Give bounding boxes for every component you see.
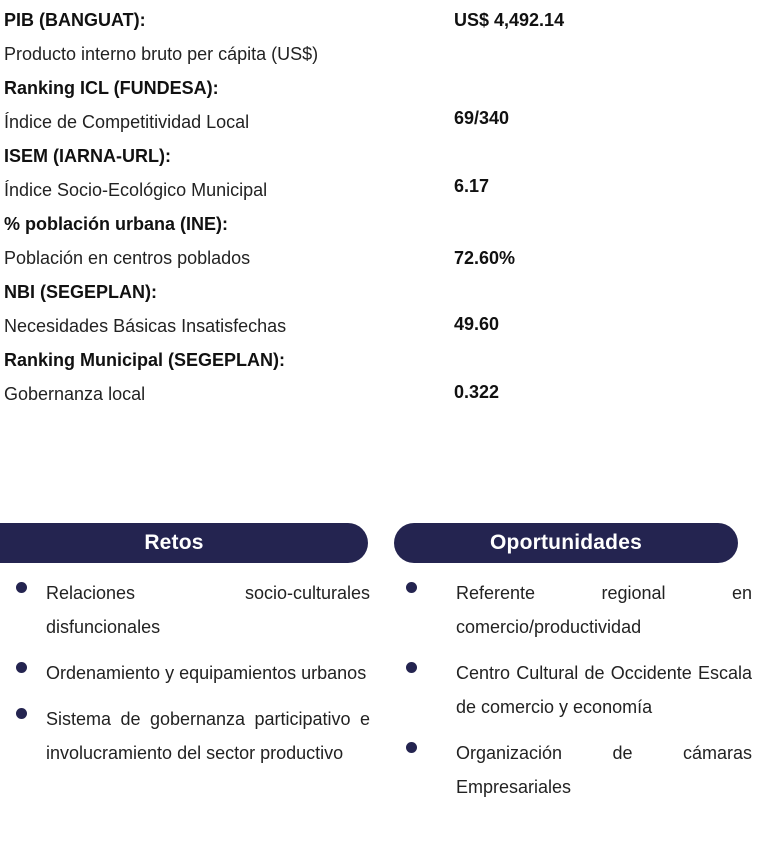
retos-list [14, 582, 370, 788]
list-item [400, 576, 752, 644]
bullet-dot-icon [16, 582, 27, 593]
list-item [14, 702, 370, 770]
oportunidades-item-text: Referente regional en comercio/productividad [456, 583, 752, 637]
indicator-description: Índice Socio-Ecológico Municipal [4, 180, 268, 200]
retos-heading [0, 523, 368, 563]
indicator-description: Índice de Competitividad Local [4, 112, 250, 132]
oportunidades-item-text: Organización de cámaras Empresariales [456, 743, 752, 797]
indicator-value: 69/340 [454, 108, 510, 128]
oportunidades-item-text: Centro Cultural de Occidente Escala de comercio y economía [456, 663, 752, 717]
indicator-description: Gobernanza local [4, 384, 146, 404]
indicator-description: Población en centros poblados [4, 248, 251, 268]
retos-item-text: Relaciones socio-culturales disfuncionales [46, 583, 370, 637]
indicator-value: 72.60% [454, 248, 516, 268]
list-item [400, 736, 752, 804]
indicator-title: ISEM (IARNA-URL): [4, 146, 171, 166]
bullet-dot-icon [16, 662, 27, 673]
oportunidades-list [400, 582, 752, 822]
list-item [14, 656, 370, 690]
indicator-value: 6.17 [454, 176, 490, 196]
retos-item-text: Ordenamiento y equipamientos urbanos [46, 663, 367, 683]
oportunidades-heading-label: Oportunidades [490, 531, 642, 554]
indicator-title: NBI (SEGEPLAN): [4, 282, 157, 302]
retos-heading-label: Retos [144, 531, 204, 554]
indicator-value: 49.60 [454, 314, 500, 334]
list-item [14, 576, 370, 644]
retos-item-text: Sistema de gobernanza participativo e involucramiento del sector productivo [46, 709, 370, 763]
bullet-dot-icon [406, 742, 417, 753]
indicator-title: PIB (BANGUAT): [4, 10, 146, 30]
indicator-description: Producto interno bruto per cápita (US$) [4, 44, 319, 64]
bullet-dot-icon [16, 708, 27, 719]
indicator-value: US$ 4,492.14 [454, 10, 565, 30]
indicator-value: 0.322 [454, 382, 500, 402]
indicator-title: Ranking ICL (FUNDESA): [4, 78, 219, 98]
indicator-title: Ranking Municipal (SEGEPLAN): [4, 350, 286, 370]
indicator-title: % población urbana (INE): [4, 214, 229, 234]
bullet-dot-icon [406, 662, 417, 673]
indicator-description: Necesidades Básicas Insatisfechas [4, 316, 287, 336]
list-item [400, 656, 752, 724]
oportunidades-heading [394, 523, 738, 563]
bullet-dot-icon [406, 582, 417, 593]
